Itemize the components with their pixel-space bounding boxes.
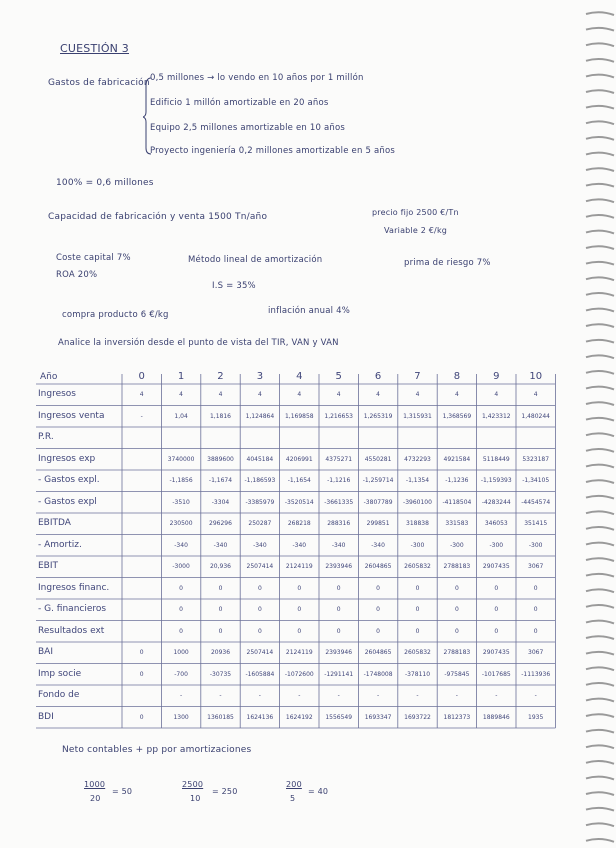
- table-row-label: Imp socie: [38, 668, 82, 679]
- table-cell: -3510: [172, 498, 190, 506]
- spiral-ring: [586, 511, 614, 514]
- table-cell: -4283244: [481, 498, 511, 506]
- table-cell: 268218: [287, 520, 311, 527]
- spiral-ring: [586, 777, 614, 780]
- table-cell: 0: [376, 584, 380, 592]
- table-cell: -300: [450, 541, 464, 549]
- table-cell: 2605832: [404, 563, 431, 570]
- spiral-ring: [586, 168, 614, 171]
- spiral-ring: [586, 355, 614, 358]
- table-cell: 351415: [524, 520, 548, 527]
- roa: ROA 20%: [56, 270, 98, 280]
- spiral-ring: [586, 106, 614, 109]
- spiral-ring: [586, 449, 614, 452]
- table-cell: -340: [292, 541, 307, 549]
- table-header-year: 1: [177, 371, 185, 382]
- table-cell: 4: [415, 391, 420, 398]
- capacity-text: Capacidad de fabricación y venta 1500 Tn/año: [48, 212, 268, 222]
- spiral-ring: [586, 90, 614, 93]
- spiral-ring: [586, 43, 614, 46]
- frac1-num: 1000: [84, 780, 106, 789]
- table-header-year: 7: [414, 371, 421, 382]
- table-cell: 4: [297, 391, 302, 398]
- table-header-year: 5: [335, 371, 342, 382]
- frac3-num: 200: [286, 780, 302, 789]
- table-cell: 0: [494, 584, 499, 592]
- table-cell: -300: [528, 541, 543, 549]
- table-cell: 3067: [528, 563, 544, 570]
- table-cell: 1935: [528, 713, 544, 721]
- table-cell: 1000: [173, 649, 189, 656]
- table-cell: 0: [179, 584, 183, 592]
- gastos-label: Gastos de fabricación: [48, 78, 150, 88]
- spiral-ring: [586, 714, 614, 717]
- table-cell: -3000: [172, 563, 190, 570]
- table-cell: -: [455, 692, 458, 699]
- table-cell: 2907435: [482, 563, 510, 570]
- table-cell: 346053: [484, 520, 508, 527]
- table-cell: 2604865: [364, 649, 392, 656]
- spiral-ring: [586, 683, 614, 686]
- table-cell: -: [377, 692, 380, 699]
- table-cell: 0: [336, 606, 341, 613]
- table-cell: 2124119: [285, 649, 313, 656]
- table-cell: -4118504: [442, 498, 472, 506]
- table-cell: -300: [410, 541, 425, 549]
- spiral-ring: [586, 433, 614, 436]
- frac3-den: 5: [290, 794, 296, 803]
- table-row-label: Resultados ext: [38, 625, 105, 636]
- table-header-year: 4: [296, 371, 303, 382]
- table-cell: 331583: [445, 520, 469, 527]
- spiral-ring: [586, 371, 614, 374]
- table-cell: 1,423312: [481, 412, 511, 420]
- table-row-label: - Gastos expl.: [38, 475, 100, 485]
- gastos-item-2: Edificio 1 millón amortizable en 20 años: [150, 98, 329, 108]
- table-cell: 4: [336, 391, 341, 398]
- table-cell: 230500: [169, 520, 193, 527]
- table-cell: -1748008: [363, 670, 393, 678]
- table-cell: -: [495, 692, 498, 699]
- table-cell: 0: [218, 606, 223, 613]
- table-cell: -: [180, 692, 183, 699]
- table-row-label: Ingresos financ.: [38, 582, 110, 593]
- table-cell: 20936: [210, 649, 231, 656]
- table-cell: 0: [376, 627, 380, 635]
- frac1-res: = 50: [112, 787, 133, 796]
- table-cell: -: [258, 692, 261, 699]
- table-cell: 299851: [366, 520, 390, 527]
- gastos-item-1: 0,5 millones → lo vendo en 10 años por 1 millón: [150, 73, 364, 83]
- table-cell: 1693347: [364, 713, 392, 721]
- table-cell: -1605884: [245, 670, 275, 678]
- spiral-binding: [582, 0, 616, 848]
- table-cell: -300: [489, 541, 504, 549]
- table-cell: -: [140, 412, 143, 420]
- table-cell: 4206991: [285, 455, 313, 463]
- table-cell: 0: [257, 606, 262, 613]
- table-cell: 1,1816: [209, 412, 231, 420]
- table-cell: 4732293: [404, 455, 431, 463]
- table-cell: 4045184: [246, 455, 274, 463]
- cost-capital: Coste capital 7%: [56, 253, 131, 263]
- table-cell: 288316: [327, 520, 351, 527]
- spiral-ring: [586, 277, 614, 280]
- table-cell: -1,259714: [362, 477, 394, 484]
- frac2-num: 2500: [182, 780, 204, 789]
- table-cell: -: [416, 692, 419, 699]
- table-cell: 0: [179, 627, 183, 635]
- frac1-den: 20: [90, 794, 101, 803]
- table-header-year: 9: [493, 371, 500, 382]
- table-cell: -30735: [209, 670, 232, 678]
- table-cell: -378110: [404, 670, 431, 678]
- table-cell: -975845: [444, 670, 470, 678]
- table-header-year: 8: [453, 371, 461, 382]
- spiral-ring: [586, 527, 614, 530]
- spiral-ring: [586, 792, 614, 795]
- spiral-ring: [586, 184, 614, 187]
- page-title: CUESTIÓN 3: [60, 42, 130, 55]
- table-cell: 1812373: [443, 713, 471, 721]
- table-cell: 4: [494, 391, 499, 398]
- table-cell: -1291141: [324, 670, 354, 678]
- table-row-label: - Amortiz.: [38, 539, 82, 550]
- table-cell: -1,1856: [169, 477, 193, 484]
- table-cell: 1624136: [246, 713, 274, 721]
- gastos-brace: [143, 76, 153, 156]
- price-variable: Variable 2 €/kg: [384, 226, 448, 235]
- table-cell: 3067: [528, 649, 544, 656]
- spiral-ring: [586, 28, 614, 31]
- spiral-ring: [586, 246, 614, 249]
- table-cell: 0: [533, 627, 538, 635]
- table-cell: 0: [494, 627, 499, 635]
- table-cell: 0: [139, 670, 144, 678]
- table-cell: -3385979: [245, 498, 275, 506]
- footer-note: Neto contables + pp por amortizaciones: [62, 745, 252, 755]
- table-cell: -3960100: [403, 498, 432, 506]
- frac3-res: = 40: [308, 787, 329, 796]
- spiral-ring: [586, 262, 614, 265]
- table-cell: 0: [376, 606, 380, 613]
- frac2-res: = 250: [212, 787, 238, 796]
- table-cell: 0: [454, 606, 459, 613]
- table-cell: 0: [415, 584, 420, 592]
- table-cell: 1556549: [325, 713, 353, 721]
- table-cell: 3889600: [207, 455, 234, 463]
- table-row-label: - G. financieros: [38, 604, 107, 614]
- spiral-ring: [586, 808, 614, 811]
- table-row-label: Ingresos venta: [38, 410, 105, 421]
- spiral-ring: [586, 465, 614, 468]
- inflation: inflación anual 4%: [268, 306, 350, 316]
- table-cell: 4921584: [443, 455, 471, 463]
- table-cell: 0: [257, 627, 262, 635]
- spiral-ring: [586, 574, 614, 577]
- table-row-label: P.R.: [38, 432, 54, 442]
- table-cell: 0: [415, 606, 420, 613]
- table-cell: 3740000: [167, 455, 195, 463]
- table-row-label: BAI: [38, 647, 53, 657]
- table-cell: 4375271: [325, 455, 353, 463]
- spiral-ring: [586, 605, 614, 608]
- table-cell: -4454574: [521, 498, 551, 506]
- table-cell: 2393946: [325, 649, 353, 656]
- table-header-year: 10: [529, 371, 543, 382]
- table-cell: 4550281: [364, 455, 392, 463]
- spiral-ring: [586, 324, 614, 327]
- table-cell: 4: [533, 391, 538, 398]
- table-cell: -1,159393: [480, 477, 512, 484]
- spiral-ring: [586, 309, 614, 312]
- spiral-ring: [586, 418, 614, 421]
- table-cell: 2507414: [246, 563, 274, 570]
- spiral-ring: [586, 480, 614, 483]
- table-cell: 5118449: [482, 455, 510, 463]
- table-cell: 4: [454, 391, 459, 398]
- table-cell: 1,480244: [521, 412, 551, 420]
- table-cell: -1,186593: [244, 477, 276, 484]
- spiral-ring: [586, 636, 614, 639]
- table-cell: 20,936: [209, 563, 231, 570]
- table-cell: 1,216653: [324, 412, 354, 420]
- spiral-ring: [586, 745, 614, 748]
- spiral-ring: [586, 59, 614, 62]
- table-cell: -1,34105: [522, 477, 550, 484]
- table-cell: -340: [213, 541, 228, 549]
- working-capital: 100% = 0,6 millones: [56, 178, 154, 188]
- table-row-label: Ingresos exp: [38, 453, 96, 464]
- tax-rate: I.S = 35%: [212, 281, 256, 291]
- table-cell: 0: [218, 584, 223, 592]
- spiral-ring: [586, 823, 614, 826]
- table-cell: -1,1674: [208, 477, 233, 484]
- table-cell: 2907435: [482, 649, 510, 656]
- spiral-ring: [586, 621, 614, 624]
- table-cell: -1,1354: [405, 477, 430, 484]
- table-cell: 1360185: [207, 713, 234, 721]
- table-cell: 0: [533, 606, 538, 613]
- table-cell: 4: [218, 391, 223, 398]
- table-cell: 2788183: [443, 649, 471, 656]
- table-cell: 0: [139, 649, 144, 656]
- table-cell: 2393946: [325, 563, 353, 570]
- spiral-ring: [586, 730, 614, 733]
- table-cell: -: [219, 692, 222, 699]
- table-cell: 0: [218, 627, 223, 635]
- table-cell: -340: [331, 541, 346, 549]
- spiral-ring: [586, 215, 614, 218]
- table-header-year: 3: [256, 371, 264, 382]
- table-cell: -1072600: [284, 670, 314, 678]
- frac2-den: 10: [190, 794, 201, 803]
- table-cell: 0: [336, 627, 341, 635]
- table-cell: 0: [297, 606, 302, 613]
- table-cell: 0: [454, 627, 459, 635]
- table-cell: -3661335: [324, 498, 354, 506]
- table-cell: 4: [179, 391, 183, 398]
- spiral-ring: [586, 699, 614, 702]
- table-row-label: EBIT: [38, 561, 59, 571]
- table-header-year: 0: [138, 371, 145, 382]
- spiral-ring: [586, 558, 614, 561]
- table-cell: 4: [139, 391, 144, 398]
- spiral-ring: [586, 667, 614, 670]
- table-cell: 0: [139, 713, 144, 721]
- spiral-ring: [586, 199, 614, 202]
- spiral-ring: [586, 761, 614, 764]
- spiral-ring: [586, 543, 614, 546]
- spiral-ring: [586, 121, 614, 124]
- table-cell: -340: [371, 541, 385, 549]
- spiral-ring: [586, 12, 614, 15]
- table-cell: 5323187: [522, 455, 550, 463]
- table-cell: 0: [297, 627, 302, 635]
- spiral-ring: [586, 496, 614, 499]
- table-cell: -: [298, 692, 301, 699]
- table-cell: -340: [253, 541, 267, 549]
- table-cell: 1,265319: [363, 412, 393, 420]
- table-cell: 2605832: [404, 649, 431, 656]
- question: Analice la inversión desde el punto de vista del TIR, VAN y VAN: [58, 338, 339, 348]
- table-cell: 1,04: [174, 412, 188, 420]
- table-cell: 2124119: [285, 563, 313, 570]
- table-cell: 0: [257, 584, 262, 592]
- table-cell: 0: [336, 584, 341, 592]
- table-cell: 4: [257, 391, 262, 398]
- spiral-ring: [586, 75, 614, 78]
- table-cell: 1,315931: [403, 412, 432, 420]
- table-cell: 2507414: [246, 649, 274, 656]
- spiral-ring: [586, 153, 614, 156]
- table-header-label: Año: [40, 372, 58, 382]
- table-cell: 296296: [209, 520, 232, 527]
- table-cell: -: [534, 692, 537, 699]
- spiral-ring: [586, 137, 614, 140]
- spiral-ring: [586, 293, 614, 296]
- table-cell: -3807789: [363, 498, 393, 506]
- table-cell: -340: [174, 541, 188, 549]
- table-cell: -700: [174, 670, 188, 678]
- risk-premium: prima de riesgo 7%: [404, 258, 491, 268]
- spiral-ring: [586, 340, 614, 343]
- table-cell: -3304: [211, 498, 230, 506]
- cashflow-table: [36, 372, 556, 732]
- table-row-label: Fondo de: [38, 690, 80, 700]
- table-cell: -3520514: [284, 498, 314, 506]
- table-cell: 1624192: [285, 713, 313, 721]
- table-cell: 0: [533, 584, 538, 592]
- table-cell: 250287: [248, 520, 272, 527]
- table-cell: 1889846: [482, 713, 510, 721]
- spiral-ring: [586, 652, 614, 655]
- table-header-year: 2: [217, 371, 224, 382]
- table-cell: 2788183: [443, 563, 471, 570]
- table-row-label: - Gastos expl: [38, 496, 97, 507]
- table-header-year: 6: [374, 371, 382, 382]
- table-cell: 0: [179, 606, 183, 613]
- price-fixed: precio fijo 2500 €/Tn: [372, 208, 459, 217]
- buy-price: compra producto 6 €/kg: [62, 310, 169, 320]
- spiral-ring: [586, 402, 614, 405]
- table-cell: 1,124864: [245, 412, 275, 420]
- table-row-label: EBITDA: [38, 518, 71, 528]
- table-cell: 1,368569: [442, 412, 472, 420]
- table-cell: -1,1236: [445, 477, 469, 484]
- spiral-ring: [586, 839, 614, 842]
- table-cell: 4: [376, 391, 380, 398]
- table-grid: [36, 372, 556, 732]
- gastos-item-3: Equipo 2,5 millones amortizable en 10 años: [150, 123, 346, 133]
- spiral-ring: [586, 589, 614, 592]
- table-cell: 1300: [173, 713, 189, 721]
- spiral-ring: [586, 387, 614, 390]
- table-cell: 1693722: [404, 713, 431, 721]
- table-cell: -1,1216: [327, 477, 351, 484]
- table-row-label: BDI: [38, 711, 54, 722]
- table-row-label: Ingresos: [38, 389, 76, 399]
- table-cell: -1017685: [481, 670, 511, 678]
- table-cell: 0: [494, 606, 499, 613]
- table-cell: -: [337, 692, 340, 699]
- table-cell: 0: [454, 584, 459, 592]
- table-cell: -1113936: [521, 670, 551, 678]
- table-cell: 1,169858: [284, 412, 314, 420]
- table-cell: 318838: [406, 520, 429, 527]
- table-cell: 2604865: [364, 563, 392, 570]
- amort-method: Método lineal de amortización: [188, 255, 323, 265]
- table-cell: 0: [415, 627, 420, 635]
- table-cell: 0: [297, 584, 302, 592]
- gastos-item-4: Proyecto ingeniería 0,2 millones amortizable en 5 años: [150, 146, 395, 156]
- spiral-ring: [586, 231, 614, 234]
- table-cell: -1,1654: [287, 477, 311, 484]
